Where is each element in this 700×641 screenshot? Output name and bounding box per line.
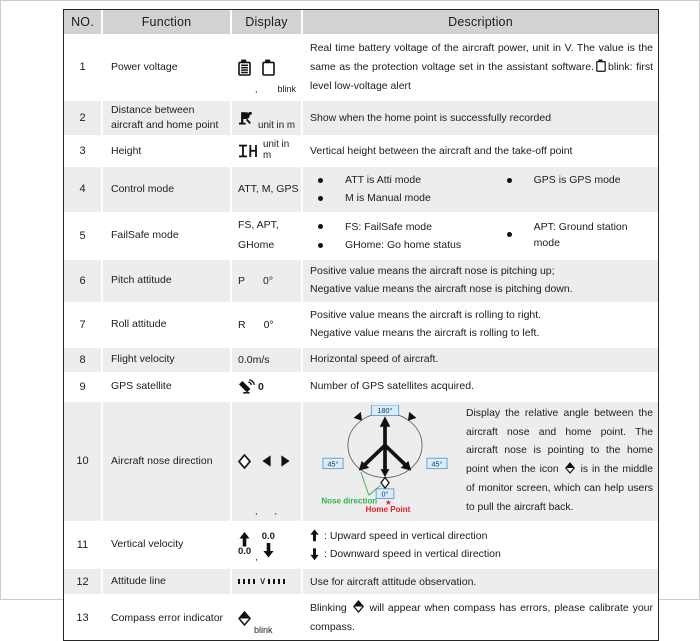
function-label: Control mode	[103, 167, 230, 212]
table-row-power-voltage	[64, 36, 658, 99]
battery-empty-icon	[596, 59, 606, 72]
description-text: Number of GPS satellites acquired.	[310, 380, 474, 393]
header-function: Function	[103, 10, 230, 34]
satellite-dish-icon	[238, 379, 255, 394]
display-failsafe-mode	[232, 214, 301, 259]
triangle-left-icon	[262, 455, 271, 467]
display-distance	[232, 101, 301, 135]
description-line2: Negative value means the aircraft is rolling to left.	[310, 326, 540, 339]
row-no: 13	[64, 596, 101, 640]
arrow-up-icon	[239, 532, 250, 547]
function-label: Power voltage	[103, 36, 230, 99]
down-speed-value: 0.0	[261, 531, 275, 543]
rotation-marker-left	[354, 411, 362, 420]
battery-full-icon	[238, 59, 251, 76]
description-text: Horizontal speed of aircraft.	[310, 353, 439, 366]
bullet-text: FS: FailSafe mode	[345, 220, 432, 233]
display-power-voltage	[232, 36, 301, 99]
header-description: Description	[303, 10, 658, 34]
blink-label: blink	[277, 83, 297, 94]
description-bullets	[310, 170, 653, 209]
arrow-down-icon	[310, 548, 319, 561]
table-row-compass-error	[64, 596, 658, 640]
description-part1: Blinking	[310, 602, 347, 615]
row-no: 9	[64, 374, 101, 400]
tick-mark	[238, 579, 240, 584]
nose-direction-figure	[310, 405, 460, 518]
display-compass-error	[232, 596, 301, 640]
table-row-flight-velocity	[64, 348, 658, 372]
bullet-icon	[318, 178, 323, 183]
label-45-right: 45°	[431, 458, 443, 468]
description-line2: Negative value means the aircraft nose is pitching down.	[310, 283, 573, 296]
function-label: Aircraft nose direction	[103, 402, 230, 521]
description-part2: will appear when compass has errors, please calibrate your compass.	[310, 602, 654, 634]
table-row-pitch-attitude	[64, 260, 658, 302]
unit-label: unit in m	[263, 139, 290, 162]
row-no: 8	[64, 348, 101, 372]
description-part1: Display the relative angle between the aircraft nose and home point. The aircraft nose is pointing to the home point when the icon	[466, 408, 653, 476]
arrow-up-icon	[310, 529, 319, 542]
satellite-count: 0	[258, 380, 264, 393]
bullet-text: GHome: Go home status	[345, 238, 462, 251]
description-bullets	[310, 217, 653, 256]
function-label: Distance between aircraft and home point	[103, 101, 230, 135]
table-row-nose-direction	[64, 402, 658, 521]
bullet-item	[310, 172, 499, 188]
arrow-down-head	[381, 469, 390, 477]
down-description: : Downward speed in vertical direction	[324, 548, 501, 561]
home-distance-icon	[238, 111, 252, 125]
tick-mark	[278, 579, 280, 584]
table-row-gps-satellite	[64, 374, 658, 400]
description-text	[310, 526, 653, 565]
tick-mark	[243, 579, 245, 584]
height-ih-icon	[238, 144, 257, 158]
nose-diamond-icon	[381, 477, 389, 487]
separator: ,	[255, 552, 258, 563]
function-label: Vertical velocity	[103, 523, 230, 568]
description-text: Show when the home point is successfully recorded	[310, 111, 552, 124]
table-row-failsafe-mode	[64, 214, 658, 259]
row-no: 1	[64, 36, 101, 99]
description-text	[310, 599, 653, 637]
function-label: Flight velocity	[103, 348, 230, 372]
description-part2: blink: first level low-voltage alert	[310, 60, 653, 92]
nose-direction-label: Nose direction	[321, 495, 378, 505]
separator: ,	[255, 83, 258, 94]
row-no: 11	[64, 523, 101, 568]
function-label: Roll attitude	[103, 304, 230, 346]
bullet-item	[499, 219, 653, 252]
row-no: 3	[64, 137, 101, 165]
bullet-item	[310, 190, 499, 206]
label-45-left: 45°	[327, 458, 339, 468]
description-part2: is in the middle of monitor screen, which can help users to pull the aircraft back.	[466, 464, 654, 513]
description-text: Vertical height between the aircraft and the take-off point	[310, 144, 573, 157]
unit-label: unit in m	[258, 120, 296, 132]
bullet-text: APT: Ground station mode	[533, 220, 628, 249]
function-label: Pitch attitude	[103, 260, 230, 302]
display-value: 0°	[263, 318, 274, 331]
description-line1: Positive value means the aircraft nose is pitching up;	[310, 265, 555, 278]
row-no: 7	[64, 304, 101, 346]
display-letter: P	[238, 275, 246, 288]
display-nose-direction	[232, 402, 301, 521]
bullet-item	[310, 237, 499, 253]
row-no: 2	[64, 101, 101, 135]
display-line1: FS, APT,	[238, 218, 279, 231]
v-mark: ∨	[259, 576, 267, 588]
separator: ,	[274, 505, 278, 516]
bullet-icon	[318, 224, 323, 229]
bullet-item	[310, 219, 499, 235]
table-header-row	[64, 10, 658, 34]
function-label: GPS satellite	[103, 374, 230, 400]
table-row-roll-attitude	[64, 304, 658, 346]
table-row-vertical-velocity	[64, 523, 658, 568]
tick-mark	[283, 579, 285, 584]
triangle-right-icon	[281, 455, 290, 467]
header-display: Display	[232, 10, 301, 34]
label-0: 0°	[381, 489, 389, 499]
display-vertical-velocity	[232, 523, 301, 568]
label-180: 180°	[377, 405, 393, 415]
table-row-control-mode	[64, 167, 658, 212]
compass-diamond-icon	[238, 611, 251, 626]
description-text: Use for aircraft attitude observation.	[310, 575, 477, 588]
diamond-half-icon	[565, 462, 575, 474]
display-line2: GHome	[238, 238, 275, 251]
display-height	[232, 137, 301, 165]
rotation-marker-right	[408, 411, 416, 420]
display-gps	[232, 374, 301, 400]
home-point-label: Home Point	[365, 504, 411, 513]
display-roll	[232, 304, 301, 346]
bullet-item	[499, 172, 653, 188]
function-label: Height	[103, 137, 230, 165]
up-description: : Upward speed in vertical direction	[324, 529, 488, 542]
blink-label: blink	[254, 625, 273, 636]
function-label: Compass error indicator	[103, 596, 230, 640]
description-text	[466, 405, 653, 517]
battery-empty-icon	[262, 59, 275, 76]
bullet-text: GPS is GPS mode	[533, 174, 621, 187]
separator: ,	[255, 505, 258, 516]
description-text	[310, 307, 653, 343]
row-no: 6	[64, 260, 101, 302]
function-label: FailSafe mode	[103, 214, 230, 259]
tick-mark	[273, 579, 275, 584]
home-point-star-icon: ★	[384, 497, 392, 507]
display-value: 0°	[263, 275, 274, 288]
row-no: 12	[64, 569, 101, 594]
table-row-distance	[64, 101, 658, 135]
description-text	[310, 39, 653, 96]
arrow-up-head	[380, 416, 390, 426]
row-no: 4	[64, 167, 101, 212]
description-part1: Real time battery voltage of the aircraft power, unit in V. The value is the same as the protection voltage set in the assistant software.	[310, 42, 653, 73]
display-letter: R	[238, 318, 246, 331]
bullet-icon	[507, 232, 512, 237]
up-speed-value: 0.0	[238, 546, 252, 558]
display-control-mode: ATT, M, GPS	[232, 167, 301, 212]
display-attitude-line	[232, 569, 301, 594]
tick-mark	[248, 579, 250, 584]
header-no: NO.	[64, 10, 101, 34]
compass-diamond-icon	[353, 600, 364, 613]
description-line1: Positive value means the aircraft is rolling to right.	[310, 308, 542, 321]
display-pitch	[232, 260, 301, 302]
bullet-icon	[318, 243, 323, 248]
table-row-height	[64, 137, 658, 165]
osd-function-table	[63, 9, 659, 641]
description-text	[310, 263, 653, 299]
aircraft-arms	[365, 426, 405, 470]
nose-direction-diagram	[310, 405, 460, 513]
function-label: Attitude line	[103, 569, 230, 594]
bullet-text: ATT is Atti mode	[345, 174, 422, 187]
bullet-icon	[507, 178, 512, 183]
arrow-down-icon	[263, 543, 274, 558]
row-no: 10	[64, 402, 101, 521]
row-no: 5	[64, 214, 101, 259]
diamond-icon	[238, 454, 251, 469]
table-row-attitude-line	[64, 569, 658, 594]
bullet-text: M is Manual mode	[345, 192, 431, 205]
display-flight-velocity: 0.0m/s	[232, 348, 301, 372]
bullet-icon	[318, 196, 323, 201]
tick-mark	[268, 579, 270, 584]
tick-mark	[253, 579, 255, 584]
